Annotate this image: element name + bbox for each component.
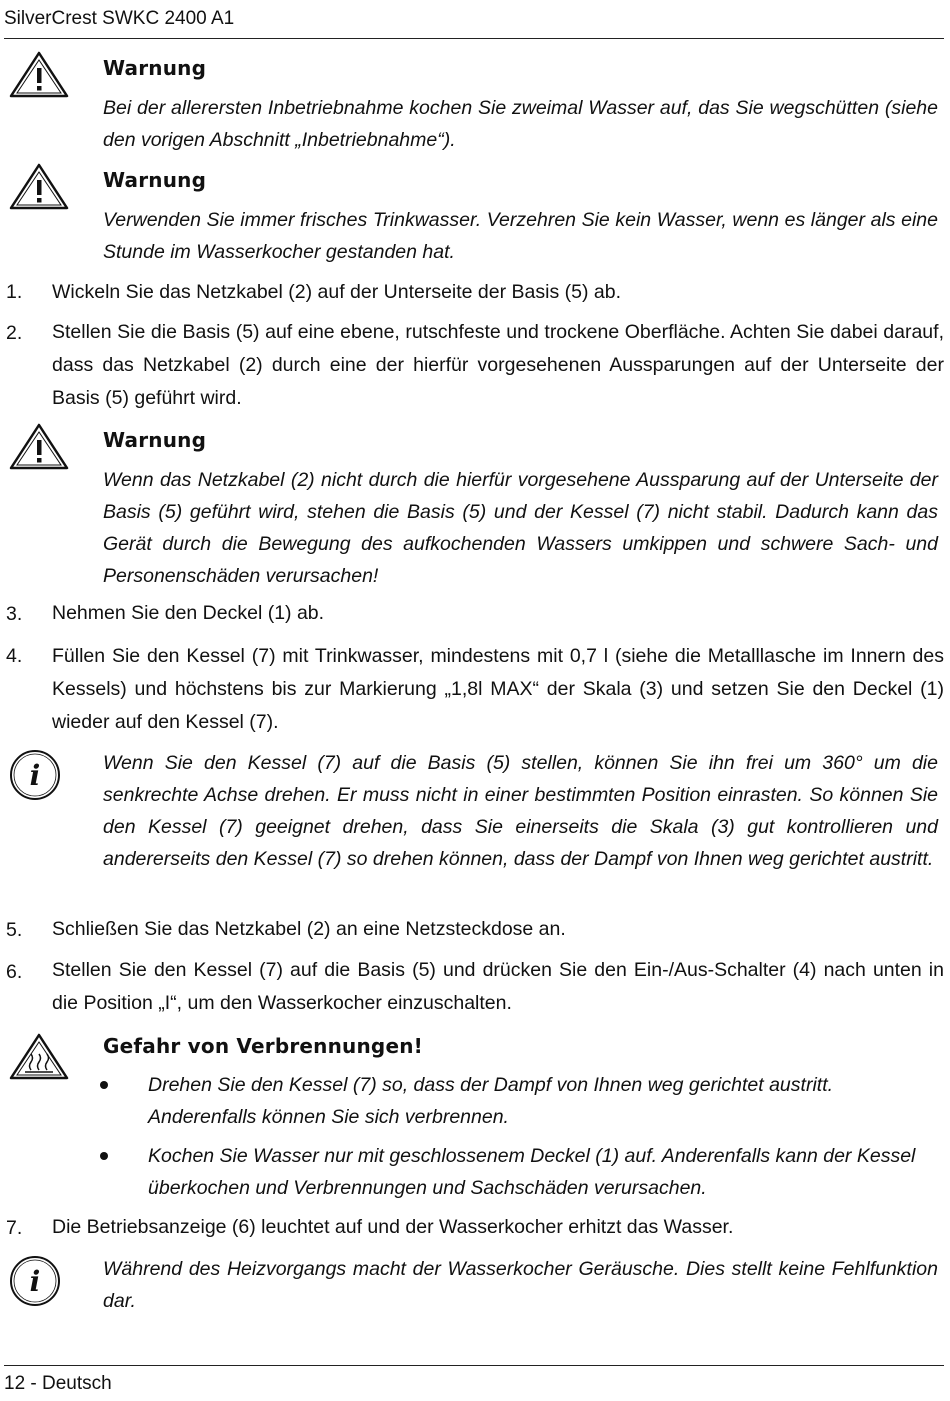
step-text: Füllen Sie den Kessel (7) mit Trinkwasser, mindestens mit 0,7 l (siehe die Metalllasche im Innern des Kessels) und höchstens bis zur Markierung „1,8l MAX“ der Skala (3) und setzen Sie den Deckel (1) wieder auf den Kessel (7). [52,645,944,733]
step-text: Nehmen Sie den Deckel (1) ab. [52,602,325,624]
page-footer-label: 12 - Deutsch [4,1373,112,1394]
step-text: Wickeln Sie das Netzkabel (2) auf der Unterseite der Basis (5) ab. [52,281,621,303]
step-number: 1. [6,281,23,303]
info-icon [8,748,64,802]
warning-text: Verwenden Sie immer frisches Trinkwasser. Verzehren Sie kein Wasser, wenn es länger als eine Stunde im Wasserkocher gestanden hat. [103,209,938,263]
bullet-marker [100,1081,108,1089]
step-number: 6. [6,961,23,983]
info-icon [8,1254,64,1308]
bullet-text: Kochen Sie Wasser nur mit geschlossenem Deckel (1) auf. Anderenfalls kann der Kessel überkochen und Verbrennungen und Sachschäden verursachen. [148,1145,916,1199]
step-number: 5. [6,919,23,941]
step-number: 7. [6,1217,23,1239]
footer-rule [4,1365,944,1366]
warning-heading: Warnung [103,56,207,80]
warning-triangle-icon [8,162,70,212]
header-rule [4,38,944,39]
svg-text:i: i [29,1265,41,1298]
info-text: Während des Heizvorgangs macht der Wasserkocher Geräusche. Dies stellt keine Fehlfunktion dar. [103,1258,938,1312]
step-text: Die Betriebsanzeige (6) leuchtet auf und der Wasserkocher erhitzt das Wasser. [52,1216,734,1238]
step-number: 3. [6,603,23,625]
burn-warning-heading: Gefahr von Verbrennungen! [103,1034,423,1058]
hot-surface-warning-icon [8,1032,70,1082]
warning-heading: Warnung [103,168,207,192]
warning-heading: Warnung [103,428,207,452]
bullet-marker [100,1152,108,1160]
warning-triangle-icon [8,422,70,472]
bullet-text: Drehen Sie den Kessel (7) so, dass der Dampf von Ihnen weg gerichtet austritt. Anderenfalls können Sie sich verbrennen. [148,1074,834,1128]
step-text: Schließen Sie das Netzkabel (2) an eine Netzsteckdose an. [52,918,566,940]
svg-text:i: i [29,759,41,792]
step-text: Stellen Sie die Basis (5) auf eine ebene, rutschfeste und trockene Oberfläche. Achten Sie dabei darauf, dass das Netzkabel (2) durch eine der hierfür vorgesehenen Aussparungen auf der Unterseite der Basis (5) geführt wird. [52,321,944,409]
document-header-title: SilverCrest SWKC 2400 A1 [4,8,235,29]
warning-text: Wenn das Netzkabel (2) nicht durch die hierfür vorgesehene Aussparung auf der Unterseite der Basis (5) geführt wird, stehen die Basis (5) und der Kessel (7) nicht stabil. Dadurch kann das Gerät durch die Bewegung des aufkochenden Wassers umkippen und schwere Sach- und Personenschäden verursachen! [103,469,938,587]
warning-text: Bei der allerersten Inbetriebnahme kochen Sie zweimal Wasser auf, das Sie wegschütten (siehe den vorigen Abschnitt „Inbetriebnahme“). [103,97,938,151]
step-text: Stellen Sie den Kessel (7) auf die Basis (5) und drücken Sie den Ein-/Aus-Schalter (4) nach unten in die Position „I“, um den Wasserkocher einzuschalten. [52,959,944,1014]
step-number: 2. [6,322,23,344]
warning-triangle-icon [8,50,70,100]
step-number: 4. [6,645,23,667]
info-text: Wenn Sie den Kessel (7) auf die Basis (5) stellen, können Sie ihn frei um 360° um die senkrechte Achse drehen. Er muss nicht in einer bestimmten Position einrasten. So können Sie den Kessel (7) geeignet drehen, dass Sie einerseits die Skala (3) gut kontrollieren und andererseits den Kessel (7) so drehen können, dass der Dampf von Ihnen weg gerichtet austritt. [103,752,938,870]
